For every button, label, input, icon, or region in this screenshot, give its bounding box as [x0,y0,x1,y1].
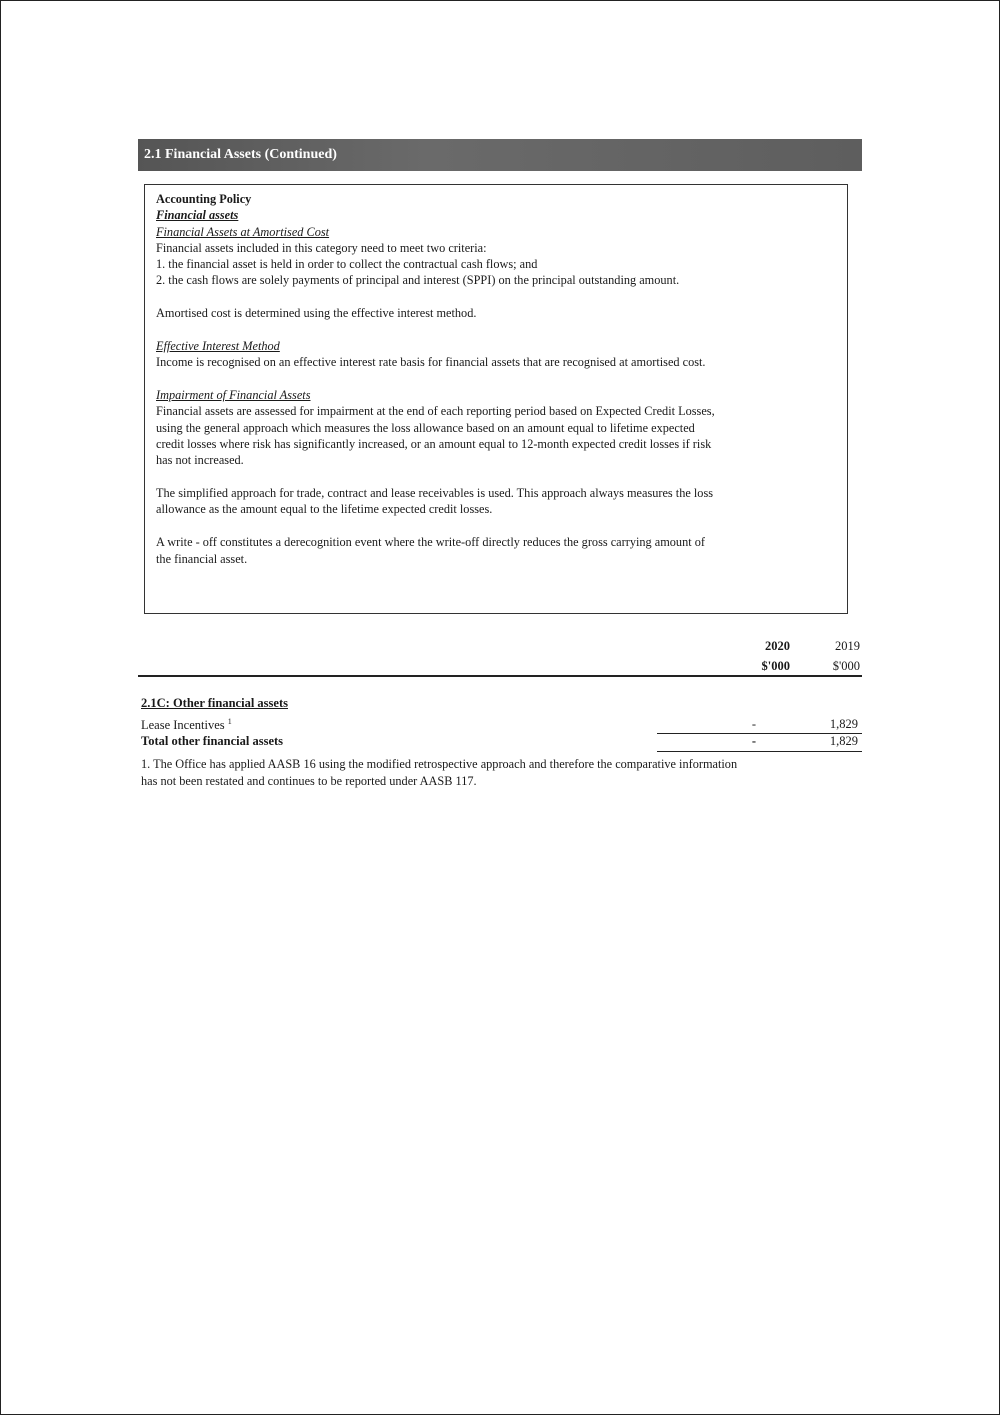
impairment-line: using the general approach which measures the loss allowance based on an amount equal to lifetime expected [156,420,695,435]
writeoff-line: the financial asset. [156,551,248,566]
amortised-cost-line: 1. the financial asset is held in order to collect the contractual cash flows; and [156,257,538,272]
section-title: 2.1C: Other financial assets [141,696,288,710]
simplified-line: allowance as the amount equal to the lifetime expected credit losses. [156,502,493,517]
policy-subheading: Financial assets [156,208,239,223]
section-header: 2.1 Financial Assets (Continued) [138,139,862,171]
amortised-cost-line: Financial assets included in this category need to meet two criteria: [156,240,487,255]
col-2020-year: 2020 [765,639,790,653]
col-2020-unit: $'000 [761,659,790,673]
row-value-2019: 1,829 [829,734,858,748]
eim-text: Income is recognised on an effective interest rate basis for financial assets that are recognised at amortised cost. [156,355,706,370]
footnote-line: 1. The Office has applied AASB 16 using the modified retrospective approach and therefore the comparative information [141,757,738,771]
footnote-marker: 1 [227,717,232,726]
footnote-line: has not been restated and continues to be reported under AASB 117. [141,773,477,788]
row-value-2020: - [751,734,756,748]
accounting-policy-box [144,184,848,614]
col-2019-year: 2019 [835,639,860,653]
amortised-cost-method: Amortised cost is determined using the effective interest method. [156,306,477,321]
col-2019-unit: $'000 [832,659,860,673]
amortised-cost-line: 2. the cash flows are solely payments of principal and interest (SPPI) on the principal outstanding amount. [156,273,680,288]
table-row-total [141,734,861,750]
footnote [141,756,863,789]
row-value-2020: - [751,717,756,731]
total-rule [657,751,862,752]
row-label: Lease Incentives $^1$ [141,717,232,733]
eim-title: Effective Interest Method [156,339,280,354]
impairment-line: Financial assets are assessed for impairment at the end of each reporting period based on Expected Credit Losses, [156,404,715,419]
header-rule [138,675,862,677]
table-row [141,717,861,733]
simplified-line: The simplified approach for trade, contract and lease receivables is used. This approach always measures the loss [156,486,714,501]
impairment-title: Impairment of Financial Assets [156,388,311,403]
row-value-2019: 1,829 [829,717,858,731]
amortised-cost-title: Financial Assets at Amortised Cost [156,224,330,239]
policy-heading: Accounting Policy [156,192,252,206]
writeoff-line: A write - off constitutes a derecognition event where the write-off directly reduces the gross carrying amount of [156,535,705,550]
impairment-line: credit losses where risk has significantly increased, or an amount equal to 12-month expected credit losses if risk [156,437,712,452]
row-label: Total other financial assets [141,734,284,748]
impairment-line: has not increased. [156,453,244,468]
